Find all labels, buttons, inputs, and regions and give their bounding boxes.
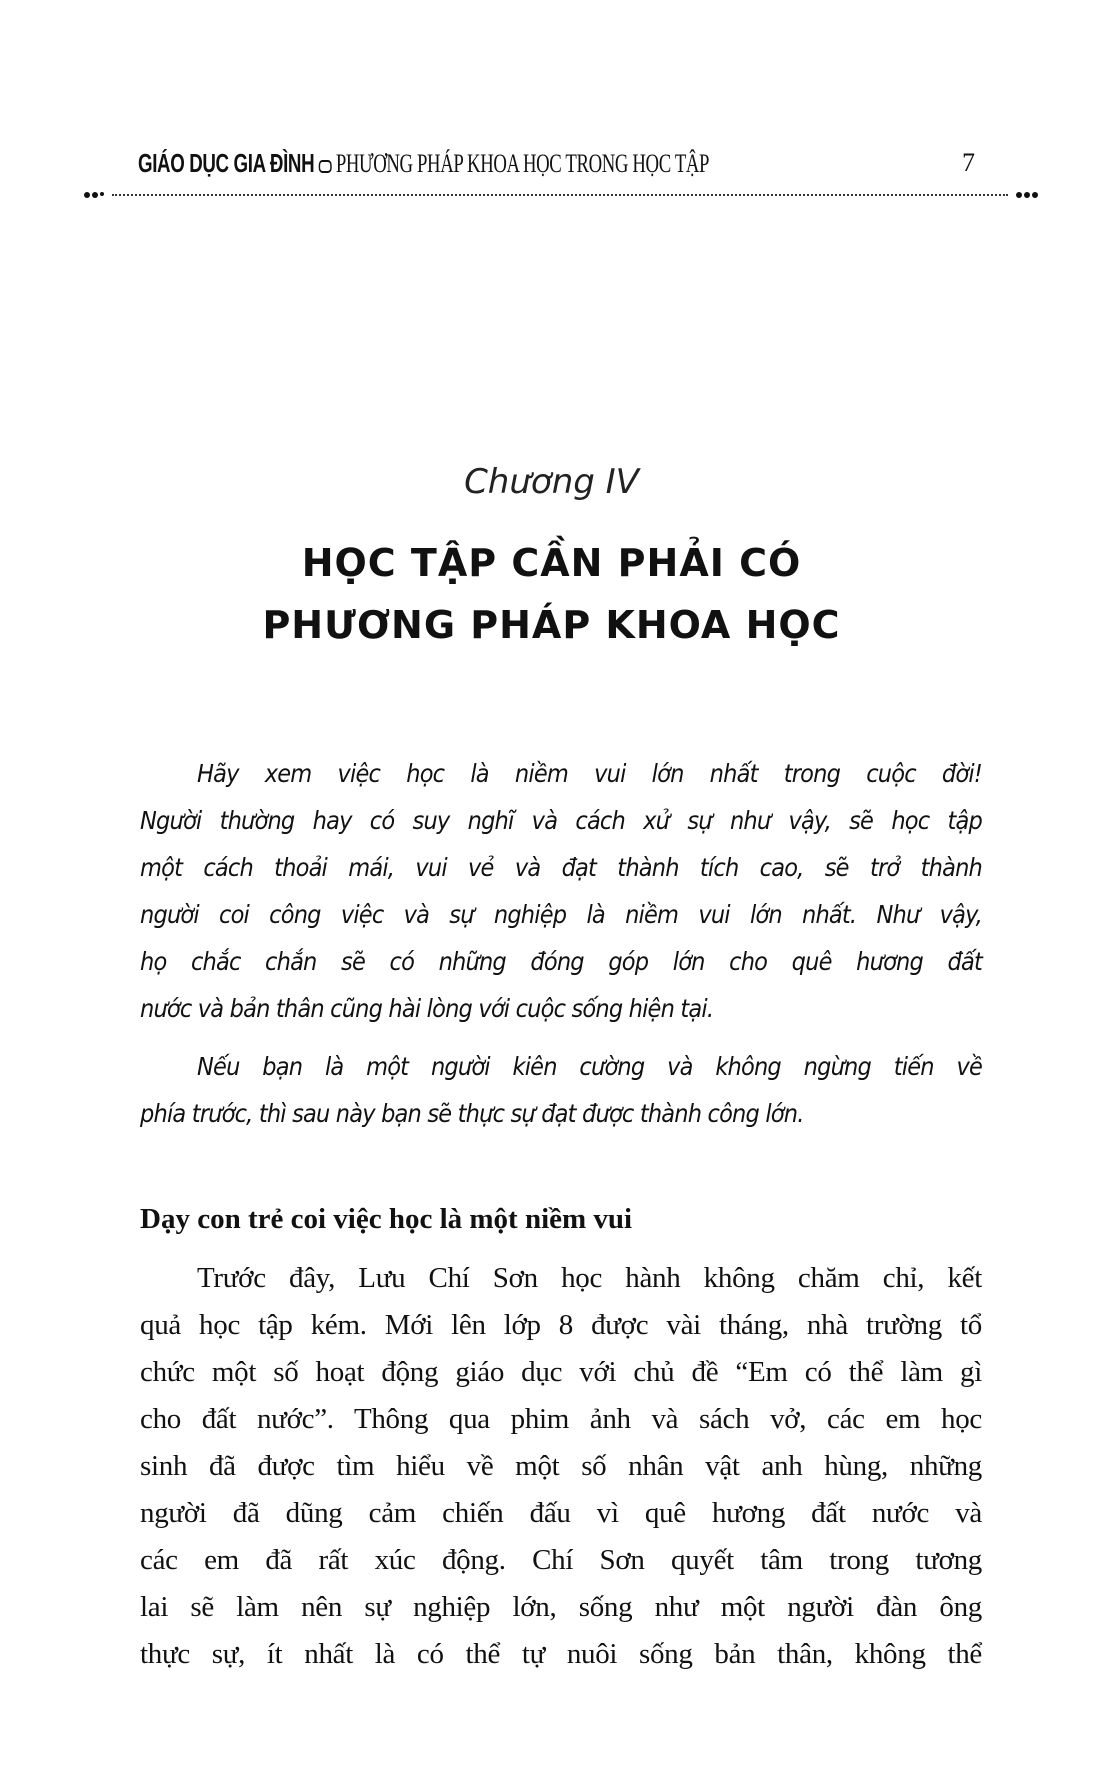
text-line: một cách thoải mái, vui vẻ và đạt thành tích cao, sẽ trở thành (140, 853, 982, 882)
text-line: cho đất nước”. Thông qua phim ảnh và sách vở, các em học (140, 1403, 982, 1435)
text-line: quả học tập kém. Mới lên lớp 8 được vài tháng, nhà trường tổ (140, 1309, 982, 1341)
text-line: họ chắc chắn sẽ có những đóng góp lớn cho quê hương đất (140, 947, 982, 976)
chapter-title (0, 532, 1103, 656)
chapter-title-line: PHƯƠNG PHÁP KHOA HỌC (262, 603, 841, 647)
series-name: GIÁO DỤC GIA ĐÌNH (138, 148, 315, 178)
text-line: Trước đây, Lưu Chí Sơn học hành không chăm chỉ, kết (197, 1262, 982, 1294)
book-title: PHƯƠNG PHÁP KHOA HỌC TRONG HỌC TẬP (335, 149, 710, 178)
bullet-icon (319, 160, 332, 173)
text-line: Nếu bạn là một người kiên cường và không ngừng tiến về (197, 1052, 982, 1081)
text-line: các em đã rất xúc động. Chí Sơn quyết tâm trong tương (140, 1544, 982, 1576)
page-number: 7 (962, 148, 975, 177)
text-line: Hãy xem việc học là niềm vui lớn nhất trong cuộc đời! (197, 759, 982, 788)
intro-paragraph (140, 1043, 982, 1137)
ornament-icon (1016, 192, 1038, 198)
chapter-title-line: HỌC TẬP CẦN PHẢI CÓ (301, 541, 802, 585)
text-line: nước và bản thân cũng hài lòng với cuộc sống hiện tại. (140, 994, 714, 1023)
header-divider (84, 190, 1038, 200)
body-paragraph (140, 1255, 982, 1678)
chapter-label: Chương IV (464, 462, 639, 502)
ornament-icon (84, 192, 104, 198)
section-heading: Dạy con trẻ coi việc học là một niềm vui (140, 1203, 633, 1235)
text-line: thực sự, ít nhất là có thể tự nuôi sống bản thân, không thể (140, 1638, 982, 1670)
text-line: người đã dũng cảm chiến đấu vì quê hương đất nước và (140, 1497, 982, 1529)
text-line: Người thường hay có suy nghĩ và cách xử sự như vậy, sẽ học tập (140, 806, 982, 835)
intro-paragraph (140, 750, 982, 1032)
text-line: lai sẽ làm nên sự nghiệp lớn, sống như một người đàn ông (140, 1591, 982, 1623)
text-line: phía trước, thì sau này bạn sẽ thực sự đạt được thành công lớn. (140, 1099, 804, 1128)
running-header (138, 148, 709, 179)
text-line: chức một số hoạt động giáo dục với chủ đề “Em có thể làm gì (140, 1356, 982, 1388)
text-line: sinh đã được tìm hiểu về một số nhân vật anh hùng, những (140, 1450, 982, 1482)
text-line: người coi công việc và sự nghiệp là niềm vui lớn nhất. Như vậy, (140, 900, 982, 929)
